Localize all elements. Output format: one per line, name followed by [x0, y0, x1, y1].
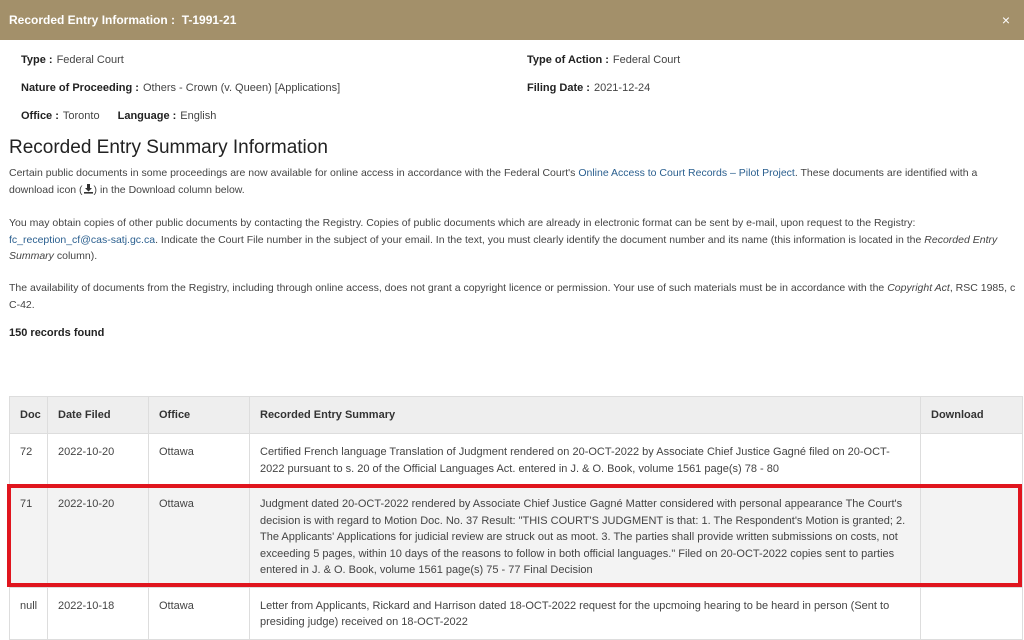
- table-row: [10, 434, 1023, 486]
- table-header-row: [10, 397, 1023, 434]
- p2-text-after: column).: [53, 250, 98, 262]
- column-header-doc[interactable]: Doc: [10, 397, 48, 434]
- office-cell: Ottawa: [149, 587, 250, 639]
- doc-cell: 71: [10, 486, 48, 588]
- column-header-summary[interactable]: Recorded Entry Summary: [250, 397, 921, 434]
- records-found-count: 150 records found: [9, 327, 105, 339]
- p2-emphasis: Recorded Entry Summary: [9, 233, 998, 262]
- summary-cell: Judgment dated 20-OCT-2022 rendered by Associate Chief Justice Gagné Matter considered with personal appearance The Court's decision is with regard to Motion Doc. No. 37 Result: "THIS COURT'S JUDGMENT is that: 1. The Respondent's Motion is granted; 2. The Applicants' Applications for judicial review are struck out as moot. 3. The parties shall provide written submissions on costs, not exceeding 5 pages, within 10 days of the reasons to follow in both official languages." Filed on 20-OCT-2022 copies sent to parties entered in J. & O. Book, volume 1561 page(s) 75 - 77 Final Decision: [250, 486, 921, 588]
- type-row: [21, 54, 124, 66]
- modal-title: [9, 13, 236, 27]
- doc-cell: 72: [10, 434, 48, 486]
- download-cell: [921, 587, 1023, 639]
- close-button[interactable]: [998, 12, 1014, 28]
- recorded-entries-table-wrapper: [9, 396, 1022, 640]
- p3-text-before: The availability of documents from the Registry, including through online access, does not grant a copyright licence or permission. Your use of such materials must be in accordance with the: [9, 282, 888, 294]
- language-value: English: [180, 110, 217, 122]
- summary-cell: Letter from Applicants, Rickard and Harrison dated 18-OCT-2022 request for the upcmoing hearing to be heard in person (Sent to presiding judge) received on 18-OCT-2022: [250, 587, 921, 639]
- office-cell: Ottawa: [149, 486, 250, 588]
- p1-text-before: Certain public documents in some proceedings are now available for online access in accordance with the Federal Court's: [9, 167, 579, 179]
- pilot-project-link[interactable]: Online Access to Court Records – Pilot Project: [578, 167, 795, 179]
- p1-text-mid: . These documents are identified with a download icon (: [9, 167, 978, 196]
- copyright-paragraph: [9, 280, 1019, 313]
- download-cell: [921, 486, 1023, 588]
- type-of-action-row: [527, 54, 680, 66]
- office-label: Office :: [21, 110, 59, 122]
- court-file-number: T-1991-21: [181, 13, 237, 27]
- nature-row: [21, 82, 340, 94]
- type-value: Federal Court: [56, 54, 124, 66]
- section-title: Recorded Entry Summary Information: [9, 137, 328, 158]
- p2-text-before: You may obtain copies of other public documents by contacting the Registry. Copies of public documents which are already in electronic format can be sent by e-mail, upon request to the Registry:: [9, 217, 916, 229]
- registry-email-link[interactable]: fc_reception_cf@cas-satj.gc.ca: [9, 233, 156, 246]
- close-icon: ×: [1001, 12, 1011, 28]
- online-access-paragraph: [9, 165, 1019, 198]
- p3-text-after: , RSC 1985, c C-42.: [9, 282, 1016, 311]
- filing-date-row: [527, 82, 650, 94]
- table-row: [10, 587, 1023, 639]
- filing-date-value: 2021-12-24: [593, 82, 651, 94]
- column-header-date-filed[interactable]: Date Filed: [48, 397, 149, 434]
- office-value: Toronto: [62, 110, 100, 122]
- office-language-row: [21, 110, 216, 122]
- office-cell: Ottawa: [149, 434, 250, 486]
- doc-cell: null: [10, 587, 48, 639]
- copies-paragraph: [9, 215, 1019, 265]
- modal-title-label: Recorded Entry Information :: [9, 13, 176, 27]
- p1-text-after: ) in the Download column below.: [93, 183, 245, 196]
- column-header-office[interactable]: Office: [149, 397, 250, 434]
- date-cell: 2022-10-20: [48, 434, 149, 486]
- modal-header: [0, 0, 1024, 40]
- type-label: Type :: [21, 54, 53, 66]
- p2-text-mid: . Indicate the Court File number in the subject of your email. In the text, you must clearly identify the document number and its name (this information is located in the: [155, 233, 925, 246]
- nature-label: Nature of Proceeding :: [21, 82, 139, 94]
- download-cell: [921, 434, 1023, 486]
- p3-emphasis: Copyright Act: [887, 282, 950, 294]
- date-cell: 2022-10-20: [48, 486, 149, 588]
- date-cell: 2022-10-18: [48, 587, 149, 639]
- filing-date-label: Filing Date :: [527, 82, 590, 94]
- language-label: Language :: [117, 110, 177, 122]
- type-of-action-value: Federal Court: [612, 54, 681, 66]
- column-header-download[interactable]: Download: [921, 397, 1023, 434]
- download-icon: [83, 183, 94, 194]
- recorded-entries-table: [9, 396, 1023, 640]
- nature-value: Others - Crown (v. Queen) [Applications]: [142, 82, 341, 94]
- table-row: [10, 486, 1023, 588]
- summary-cell: Certified French language Translation of Judgment rendered on 20-OCT-2022 by Associate Chief Justice Gagné filed on 20-OCT-2022 pursuant to s. 20 of the Official Languages Act. entered in J. & O. Book, volume 1561 page(s) 78 - 80: [250, 434, 921, 486]
- type-of-action-label: Type of Action :: [527, 54, 609, 66]
